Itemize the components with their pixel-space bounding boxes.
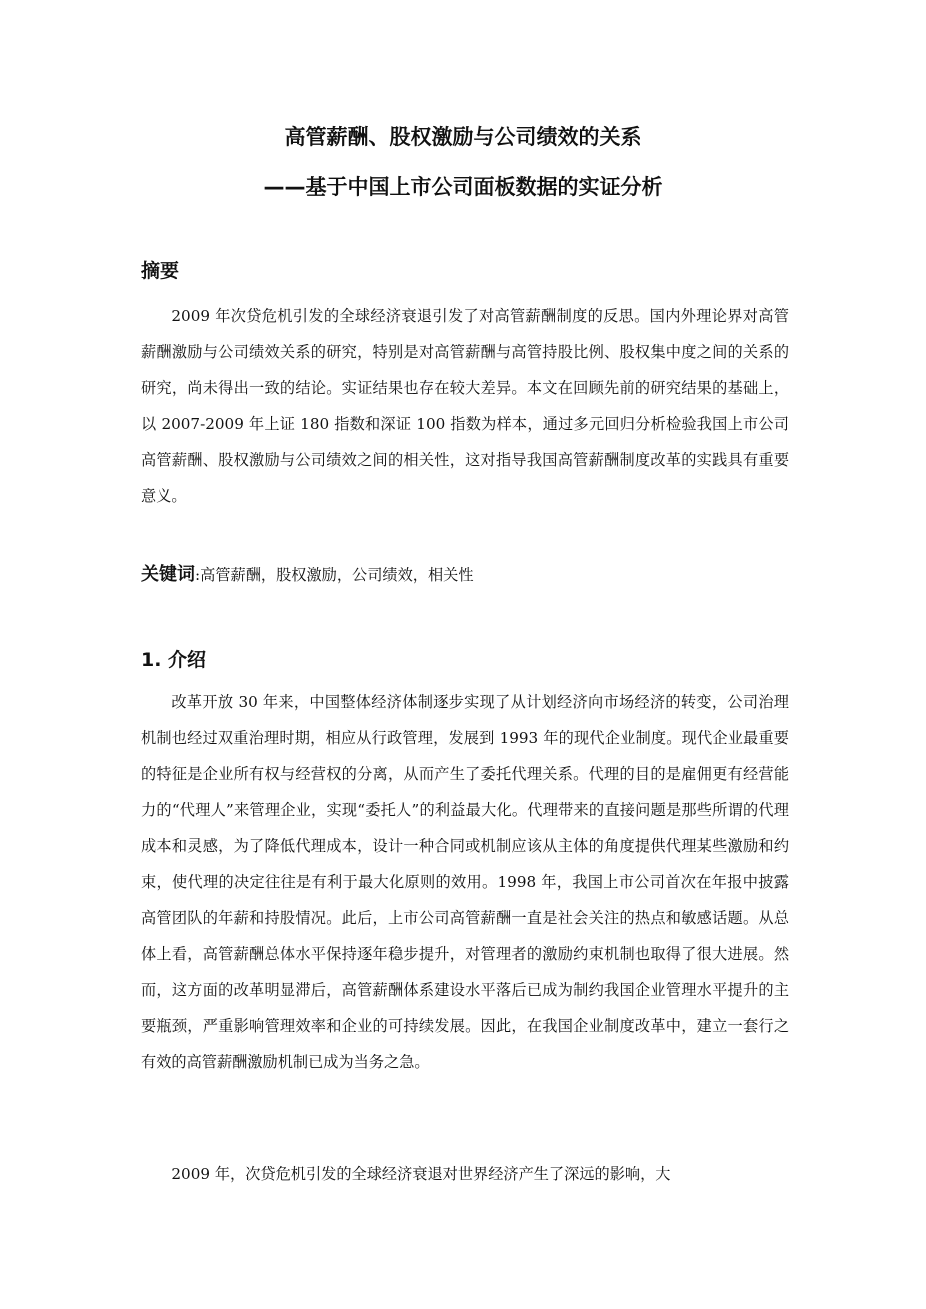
introduction-paragraph-1: 改革开放 30 年来，中国整体经济体制逐步实现了从计划经济向市场经济的转变，公司治理机制也经过双重治理时期，相应从行政管理，发展到 1993 年的现代企业制度。现代企业最重要的特征是企业所有权与经营权的分离，从而产生了委托代理关系。代理的目的是雇佣更有经营能力的“代理人”来管理企业，实现“委托人”的利益最大化。代理带来的直接问题是那些所谓的代理成本和灵感，为了降低代理成本，设计一种合同或机制应该从主体的角度提供代理某些激励和约束，使代理的决定往往是有利于最大化原则的效用。1998 年，我国上市公司首次在年报中披露高管团队的年薪和持股情况。此后，上市公司高管薪酬一直是社会关注的热点和敏感话题。从总体上看，高管薪酬总体水平保持逐年稳步提升，对管理者的激励约束机制也取得了很大进展。然而，这方面的改革明显滞后，高管薪酬体系建设水平落后已成为制约我国企业管理水平提升的主要瓶颈，严重影响管理效率和企业的可持续发展。因此，在我国企业制度改革中，建立一套行之有效的高管薪酬激励机制已成为当务之急。	[141, 693, 789, 1071]
paper-title: 高管薪酬、股权激励与公司绩效的关系	[284, 125, 642, 149]
keywords-text: 高管薪酬，股权激励，公司绩效，相关性	[200, 566, 474, 584]
keywords-label: 关键词	[141, 564, 195, 585]
keywords-separator: :	[195, 566, 201, 584]
abstract-text: 2009 年次贷危机引发的全球经济衰退引发了对高管薪酬制度的反思。国内外理论界对高管薪酬激励与公司绩效关系的研究，特别是对高管薪酬与高管持股比例、股权集中度之间的关系的研究，尚未得出一致的结论。实证结果也存在较大差异。本文在回顾先前的研究结果的基础上，以 2007-2009 年上证 180 指数和深证 100 指数为样本，通过多元回归分析检验我国上市公司高管薪酬、股权激励与公司绩效之间的相关性，这对指导我国高管薪酬制度改革的实践具有重要意义。	[141, 307, 789, 505]
keywords-line	[141, 561, 474, 589]
introduction-paragraph-2: 2009 年，次贷危机引发的全球经济衰退对世界经济产生了深远的影响，大	[171, 1165, 671, 1183]
paper-subtitle: ——基于中国上市公司面板数据的实证分析	[263, 175, 663, 199]
abstract-heading: 摘要	[141, 260, 180, 282]
introduction-heading: 1. 介绍	[141, 649, 207, 671]
